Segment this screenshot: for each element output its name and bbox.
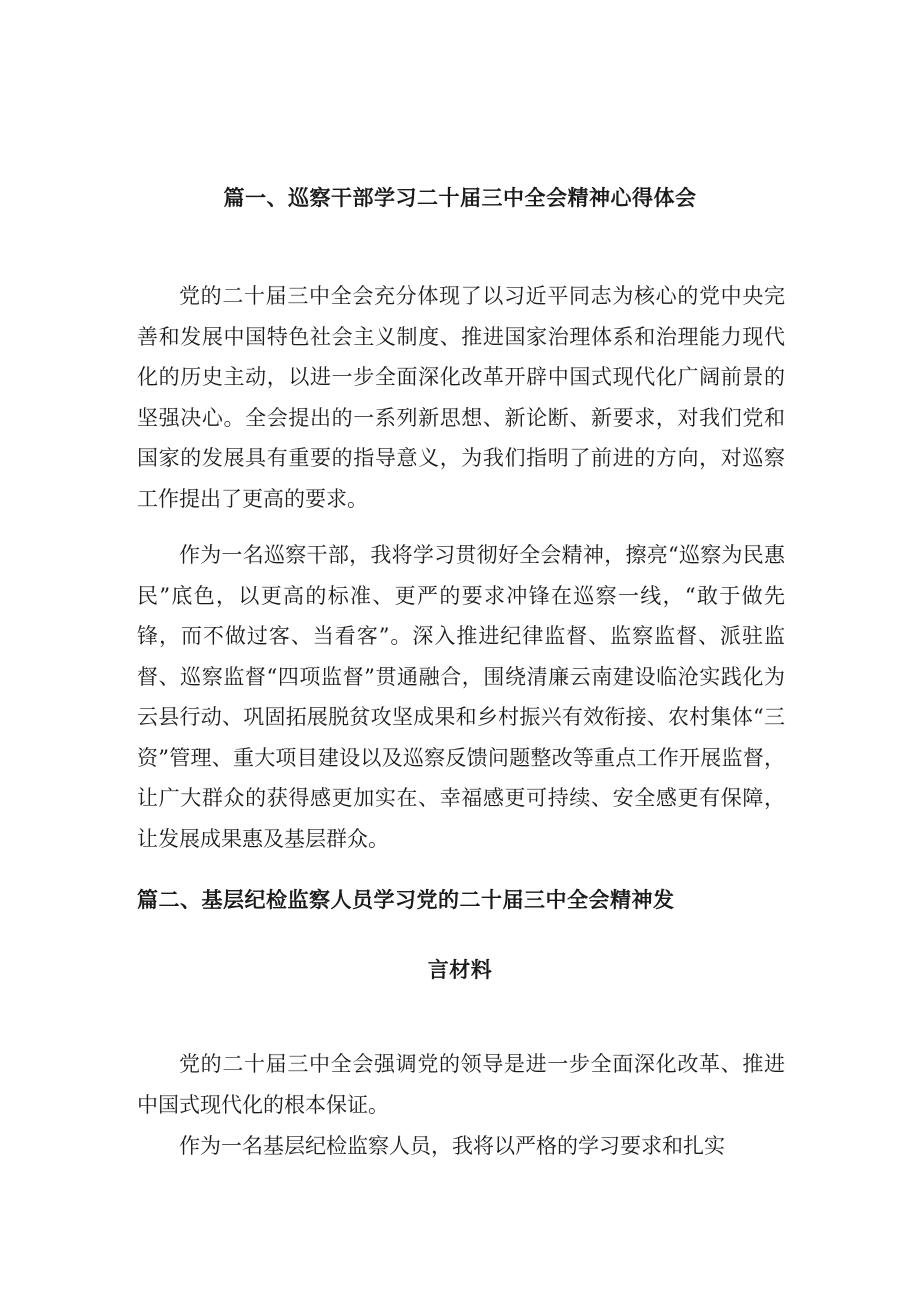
section1-paragraph-2: 作为一名巡察干部，我将学习贯彻好全会精神，擦亮“巡察为民惠民”底色，以更高的标准、更严的要求冲锋在巡察一线，“敢于做先锋，而不做过客、当看客”。深入推进纪律监督、监察监督、派驻监督、巡察监督“四项监督”贯通融合，围绕清廉云南建设临沧实践化为云县行动、巩固拓展脱贫攻坚成果和乡村振兴有效衔接、农村集体“三资”管理、重大项目建设以及巡察反馈问题整改等重点工作开展监督，让广大群众的获得感更加实在、幸福感更可持续、安全感更有保障，让发展成果惠及基层群众。 <box>137 543 785 851</box>
section2-paragraph-2: 作为一名基层纪检监察人员，我将以严格的学习要求和扎实 <box>179 1134 725 1158</box>
section2-paragraph-1: 党的二十届三中全会强调党的领导是进一步全面深化改革、推进中国式现代化的根本保证。 <box>137 1052 785 1117</box>
section2-title-line2: 言材料 <box>427 958 493 982</box>
section1-paragraph-1: 党的二十届三中全会充分体现了以习近平同志为核心的党中央完善和发展中国特色社会主义制度、推进国家治理体系和治理能力现代化的历史主动，以进一步全面深化改革开辟中国式现代化广阔前景的坚强决心。全会提出的一系列新思想、新论断、新要求，对我们党和国家的发展具有重要的指导意义，为我们指明了前进的方向，对巡察工作提出了更高的要求。 <box>137 284 785 511</box>
section2-title-line1: 篇二、基层纪检监察人员学习党的二十届三中全会精神发 <box>137 888 675 912</box>
section1-title: 篇一、巡察干部学习二十届三中全会精神心得体会 <box>223 186 697 210</box>
